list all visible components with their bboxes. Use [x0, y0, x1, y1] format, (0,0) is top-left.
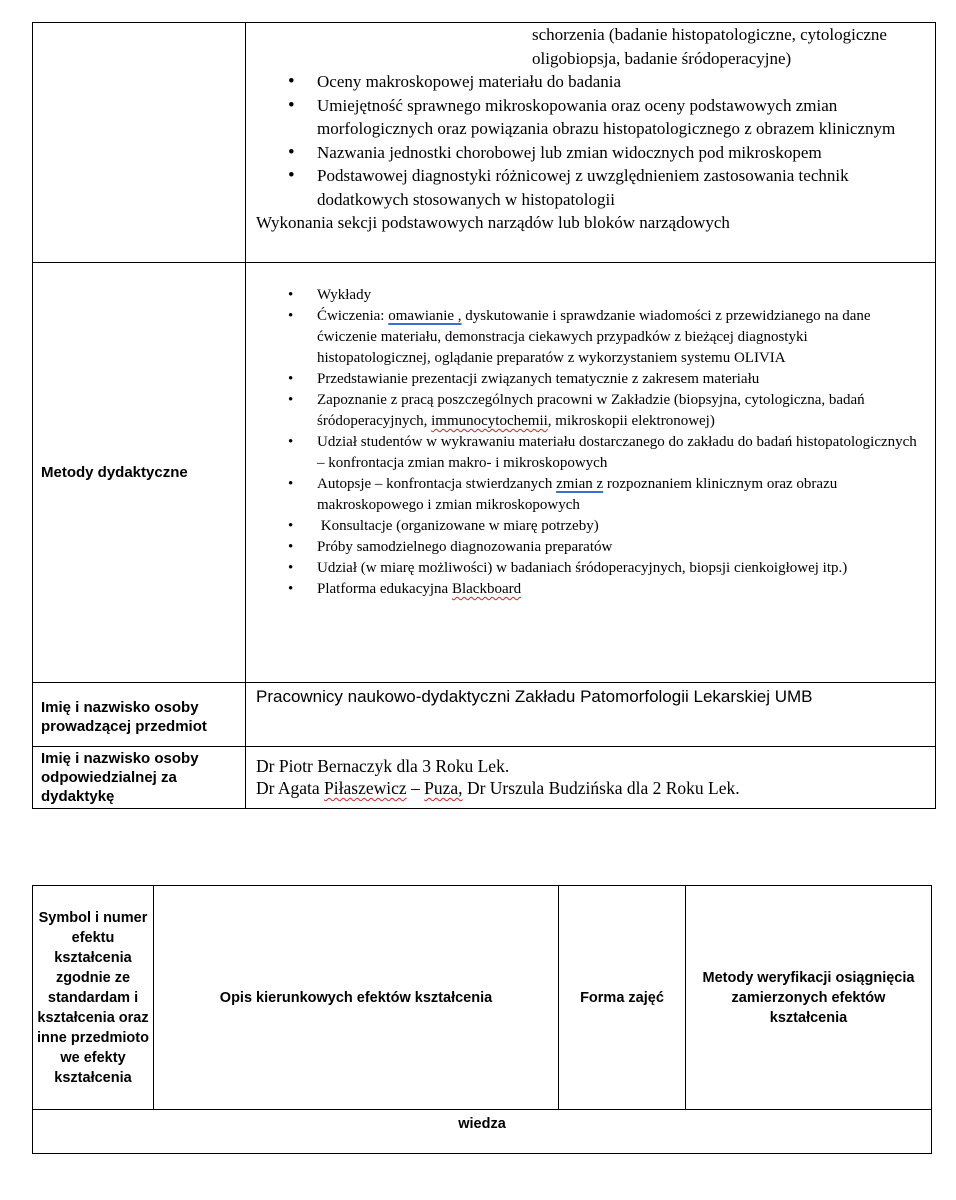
- text: Platforma edukacyjna: [317, 581, 452, 597]
- list-item: • Nazwania jednostki chorobowej lub zmian widocznych pod mikroskopem: [317, 141, 927, 165]
- underlined-text: omawianie ,: [388, 308, 462, 324]
- instructor-cell: [246, 683, 936, 747]
- text: , mikroskopii elektronowej): [547, 413, 715, 429]
- header-description: Opis kierunkowych efektów kształcenia: [154, 886, 559, 1110]
- list-item: [317, 390, 921, 432]
- section-heading: wiedza: [33, 1110, 932, 1154]
- skills-continuation: schorzenia (badanie histopatologiczne, cytologiczne oligobiopsja, badanie śródoperacyjne): [532, 25, 887, 68]
- instructor-value: Pracownicy naukowo-dydaktyczni Zakładu Patomorfologii Lekarskiej UMB: [256, 687, 813, 706]
- empty-label-cell: [33, 23, 246, 263]
- responsible-label: Imię i nazwisko osoby odpowiedzialnej za dydaktykę: [41, 750, 199, 805]
- methods-label-cell: [33, 263, 246, 683]
- list-item: [317, 306, 921, 369]
- header-form: Forma zajęć: [559, 886, 686, 1110]
- list-item: [317, 474, 921, 516]
- text: rozpoznaniem klinicznym oraz obrazu makroskopowego i zmian mikroskopowych: [317, 476, 838, 513]
- instructor-label: Imię i nazwisko osoby prowadzącej przedmiot: [41, 698, 207, 735]
- methods-list: [246, 285, 935, 600]
- text: Zapoznanie z pracą poszczególnych pracowni w Zakładzie (biopsyjna, cytologiczna, badań śródoperacyjnych,: [317, 392, 865, 429]
- responsible-line-1: Dr Piotr Bernaczyk dla 3 Roku Lek.: [256, 756, 510, 776]
- responsible-cell: [246, 747, 936, 809]
- responsible-line-2: [256, 777, 935, 799]
- list-item: [317, 579, 921, 600]
- text: Dr Urszula Budzińska dla 2 Roku Lek.: [462, 778, 740, 798]
- list-item: • Udział studentów w wykrawaniu materiału dostarczanego do zakładu do badań histopatologicznych – konfrontacja zmian makro- i mikroskopowych: [317, 432, 921, 474]
- skills-cell: [246, 23, 936, 263]
- underlined-text: zmian z: [556, 476, 604, 492]
- text: Dr Agata: [256, 778, 325, 798]
- learning-outcomes-table: [32, 885, 932, 1154]
- skills-list: [246, 70, 935, 211]
- text: –: [406, 778, 425, 798]
- list-item: • Udział (w miarę możliwości) w badaniach śródoperacyjnych, biopsji cienkoigłowej itp.): [317, 558, 921, 579]
- underlined-text: immunocytochemii: [431, 413, 548, 429]
- underlined-text: Puza,: [424, 778, 463, 798]
- text: Ćwiczenia:: [317, 308, 389, 324]
- course-info-table: [32, 22, 936, 809]
- text: dyskutowanie i sprawdzanie wiadomości z przewidzianego na dane ćwiczenie materiału, demonstracja ciekawych przypadków z bieżącej diagnostyki histopatologicznej, oglądanie preparatów z wykorzystaniem systemu OLIVIA: [317, 308, 871, 366]
- list-item: • Oceny makroskopowej materiału do badania: [317, 70, 927, 94]
- instructor-label-cell: [33, 683, 246, 747]
- list-item: • Umiejętność sprawnego mikroskopowania oraz oceny podstawowych zmian morfologicznych oraz powiązania obrazu histopatologicznego z obrazem klinicznym: [317, 94, 927, 141]
- underlined-text: Blackboard: [451, 581, 522, 597]
- list-item: • Podstawowej diagnostyki różnicowej z uwzględnieniem zastosowania technik dodatkowych stosowanych w histopatologii: [317, 164, 927, 211]
- responsible-label-cell: [33, 747, 246, 809]
- methods-label: Metody dydaktyczne: [41, 464, 188, 481]
- list-item: • Przedstawianie prezentacji związanych tematycznie z zakresem materiału: [317, 369, 921, 390]
- underlined-text: Piłaszewicz: [324, 778, 407, 798]
- header-symbol: Symbol i numer efektu kształcenia zgodnie ze standardam i kształcenia oraz inne przedmioto we efekty kształcenia: [33, 886, 154, 1110]
- header-verification: Metody weryfikacji osiągnięcia zamierzonych efektów kształcenia: [686, 886, 932, 1110]
- skills-tail: Wykonania sekcji podstawowych narządów lub bloków narządowych: [256, 213, 730, 232]
- list-item: • Konsultacje (organizowane w miarę potrzeby): [317, 516, 921, 537]
- list-item: • Próby samodzielnego diagnozowania preparatów: [317, 537, 921, 558]
- methods-cell: [246, 263, 936, 683]
- text: Autopsje – konfrontacja stwierdzanych: [317, 476, 557, 492]
- list-item: • Wykłady: [317, 285, 921, 306]
